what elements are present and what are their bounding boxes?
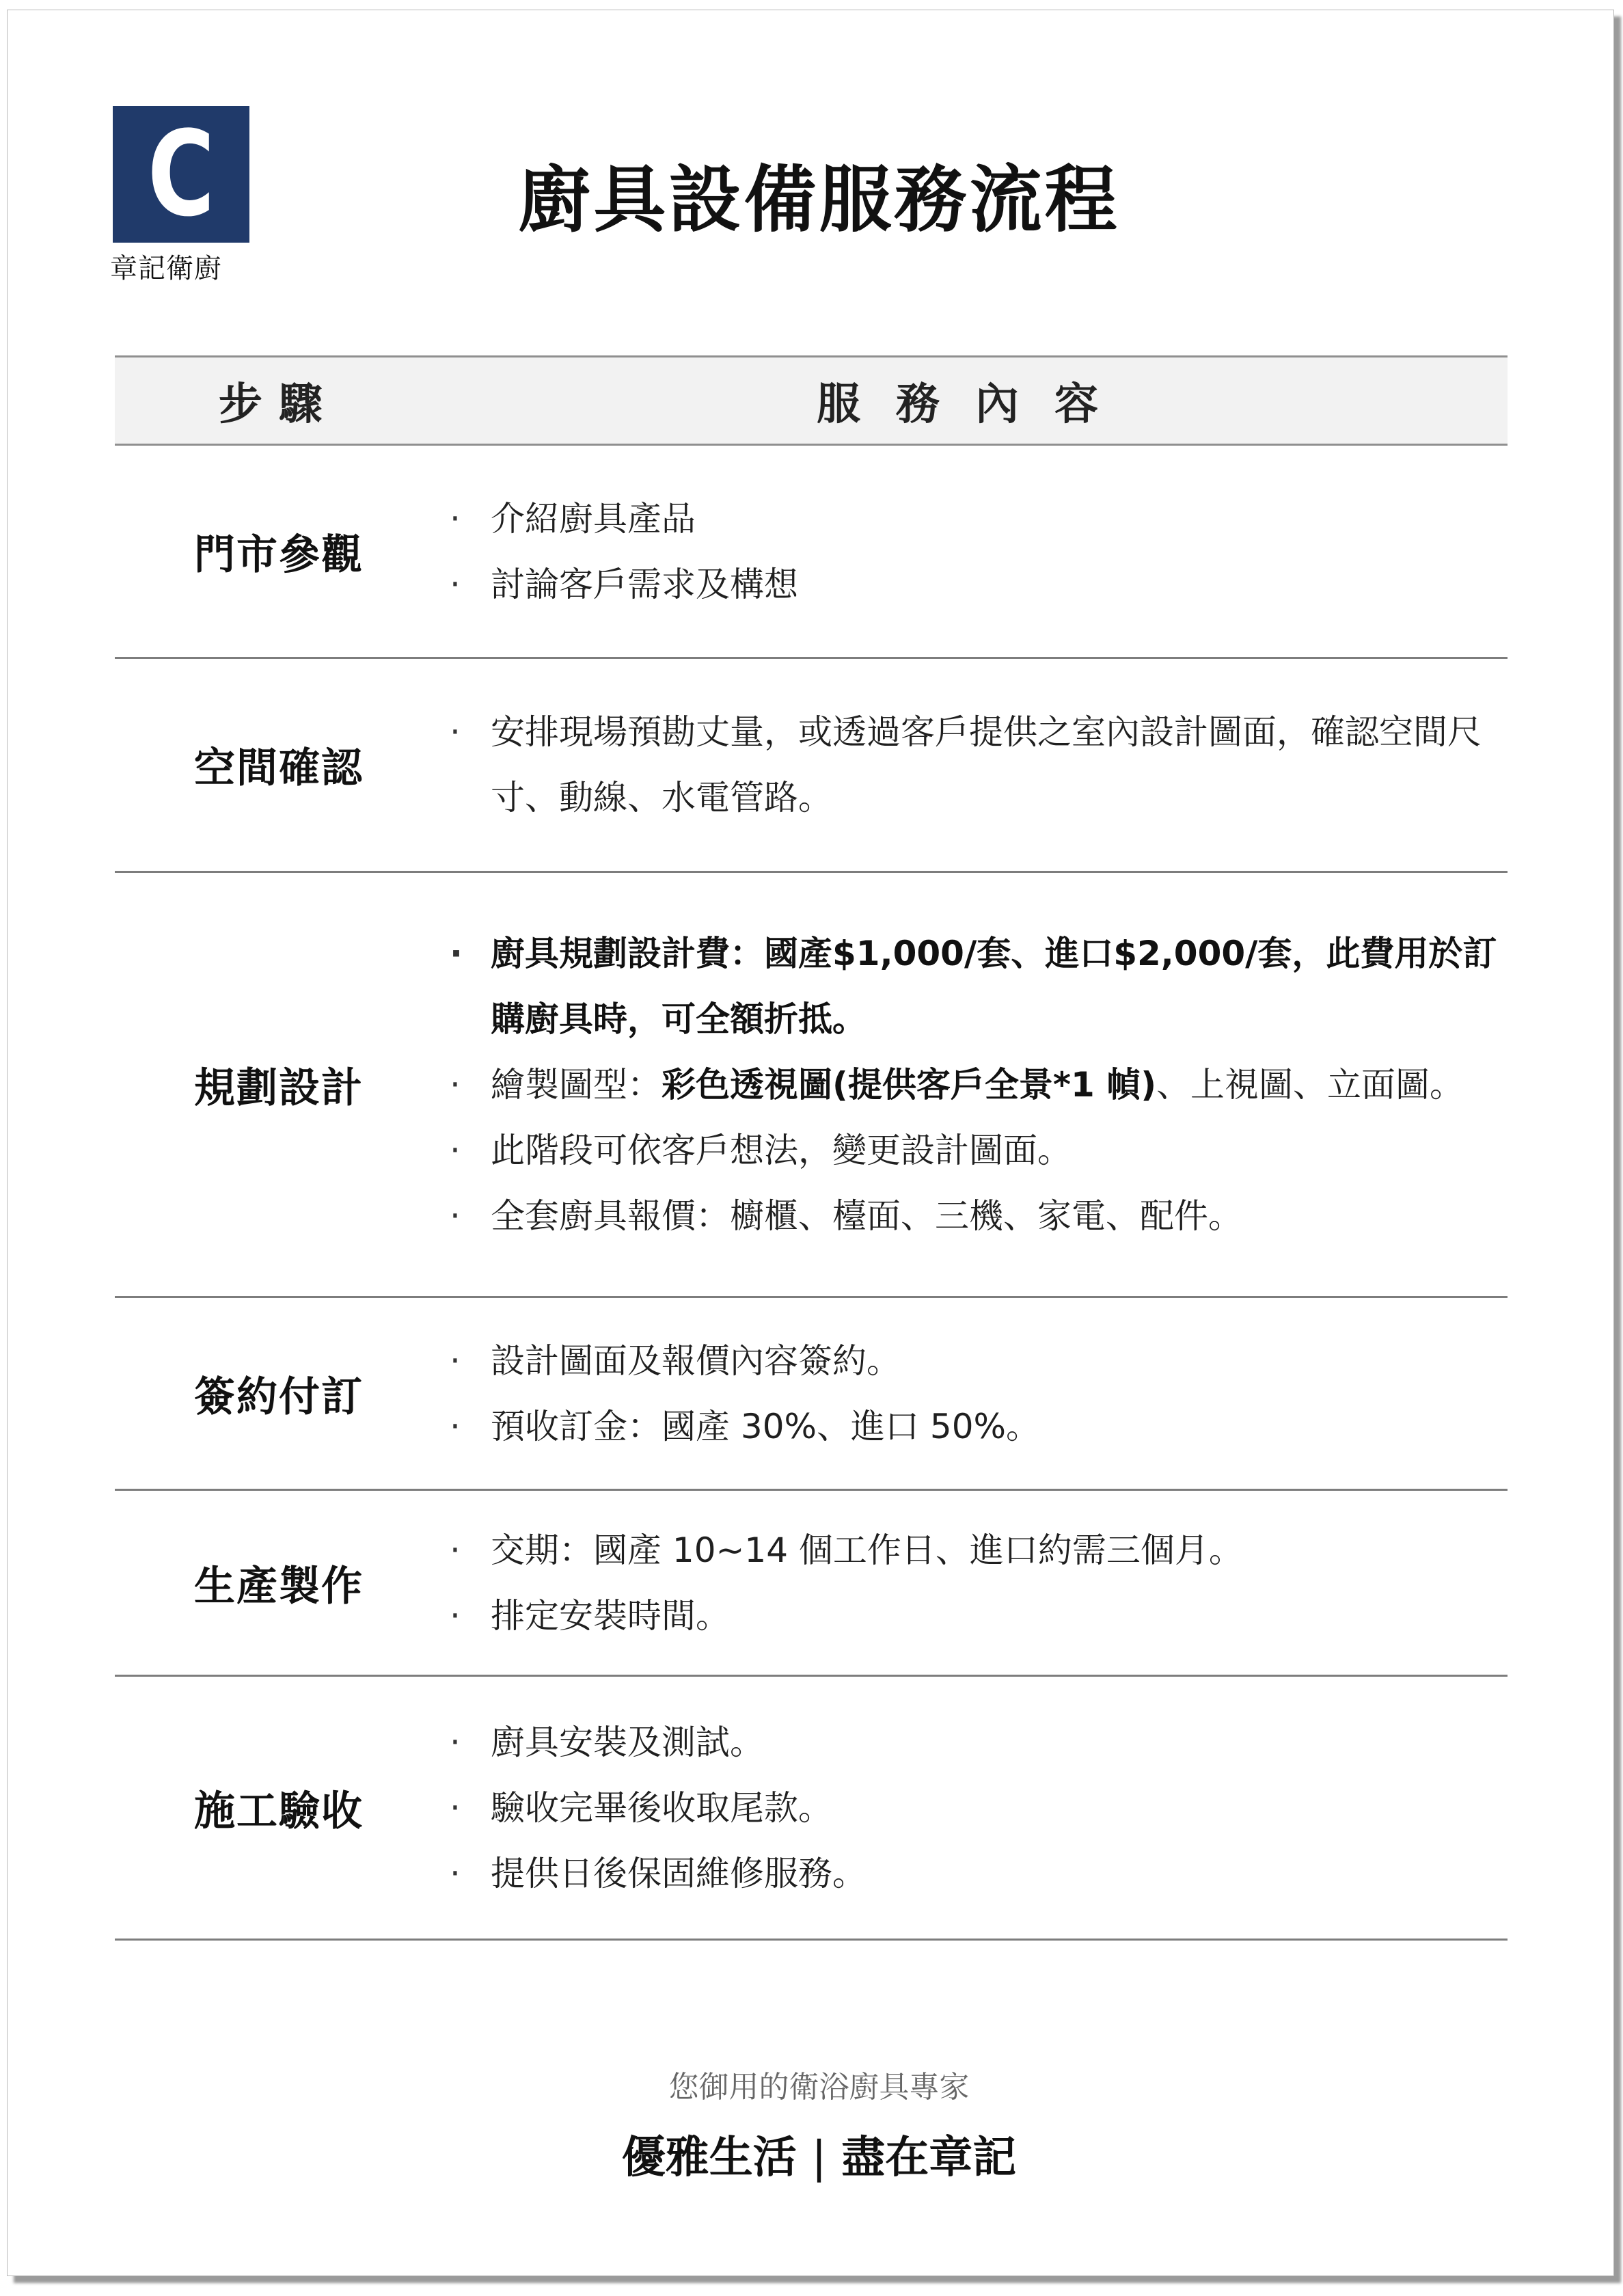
row-items [443, 1328, 1508, 1459]
list-item: · 安排現場預勘丈量，或透過客戶提供之室內設計圖面，確認空間尺寸、動線、水電管路。 [443, 699, 1508, 830]
row-items [443, 1517, 1508, 1649]
list-item: · 設計圖面及報價內容簽約。 [443, 1328, 1508, 1394]
item-text: 、上視圖、立面圖。 [1156, 1064, 1464, 1105]
document-page [7, 10, 1614, 2276]
footer-subtitle: 您御用的衛浴廚具專家 [668, 2070, 970, 2105]
list-item: · 廚具安裝及測試。 [443, 1710, 1508, 1775]
row-label: 門市參觀 [194, 530, 364, 579]
list-item: · 排定安裝時間。 [443, 1583, 1508, 1649]
footer-slogan [418, 2122, 1220, 2185]
item-text-bold: 彩色透視圖(提供客戶全景*1 幀) [662, 1064, 1157, 1105]
logo-mark [113, 106, 249, 243]
table-row-installation [115, 1677, 1508, 1941]
company-logo [110, 106, 255, 286]
row-label: 空間確認 [194, 744, 364, 792]
list-item: · 提供日後保固維修服務。 [443, 1841, 1508, 1906]
slogan-left: 優雅生活 [621, 2133, 797, 2183]
row-label: 規劃設計 [194, 1064, 364, 1112]
item-text: 繪製圖型： [491, 1064, 662, 1105]
list-item [443, 1052, 1508, 1118]
table-row-planning-design [115, 873, 1508, 1298]
list-item: · 全套廚具報價：櫥櫃、檯面、三機、家電、配件。 [443, 1183, 1508, 1249]
table-row-store-visit [115, 446, 1508, 659]
page-title: 廚具設備服務流程 [518, 158, 1120, 242]
slogan-separator: | [811, 2133, 827, 2183]
table-row-contract [115, 1298, 1508, 1491]
list-item: · 驗收完畢後收取尾款。 [443, 1775, 1508, 1841]
list-item: · 廚具規劃設計費：國產$1,000/套、進口$2,000/套，此費用於訂購廚具時，可全額折抵。 [443, 921, 1508, 1052]
list-item: · 交期：國產 10~14 個工作日、進口約需三個月。 [443, 1517, 1508, 1583]
row-items [443, 921, 1508, 1249]
list-item: · 預收訂金：國產 30%、進口 50%。 [443, 1394, 1508, 1459]
logo-letter: C [147, 105, 215, 243]
row-label: 施工驗收 [194, 1787, 364, 1835]
row-label: 生產製作 [194, 1562, 364, 1610]
header-step: 步驟 [219, 379, 339, 430]
table-row-production [115, 1491, 1508, 1677]
row-items [443, 699, 1508, 830]
service-process-table [115, 355, 1508, 1941]
logo-caption: 章記衛廚 [110, 253, 222, 284]
slogan-right: 盡在章記 [841, 2133, 1017, 2183]
table-row-space-check [115, 659, 1508, 873]
table-header [115, 355, 1508, 446]
row-label: 簽約付訂 [194, 1373, 364, 1421]
row-items [443, 1710, 1508, 1906]
header-content: 服務內容 [817, 379, 1134, 430]
list-item: · 討論客戶需求及構想 [443, 552, 1508, 617]
row-items [443, 486, 1508, 617]
list-item: · 介紹廚具產品 [443, 486, 1508, 552]
list-item: · 此階段可依客戶想法，變更設計圖面。 [443, 1118, 1508, 1183]
